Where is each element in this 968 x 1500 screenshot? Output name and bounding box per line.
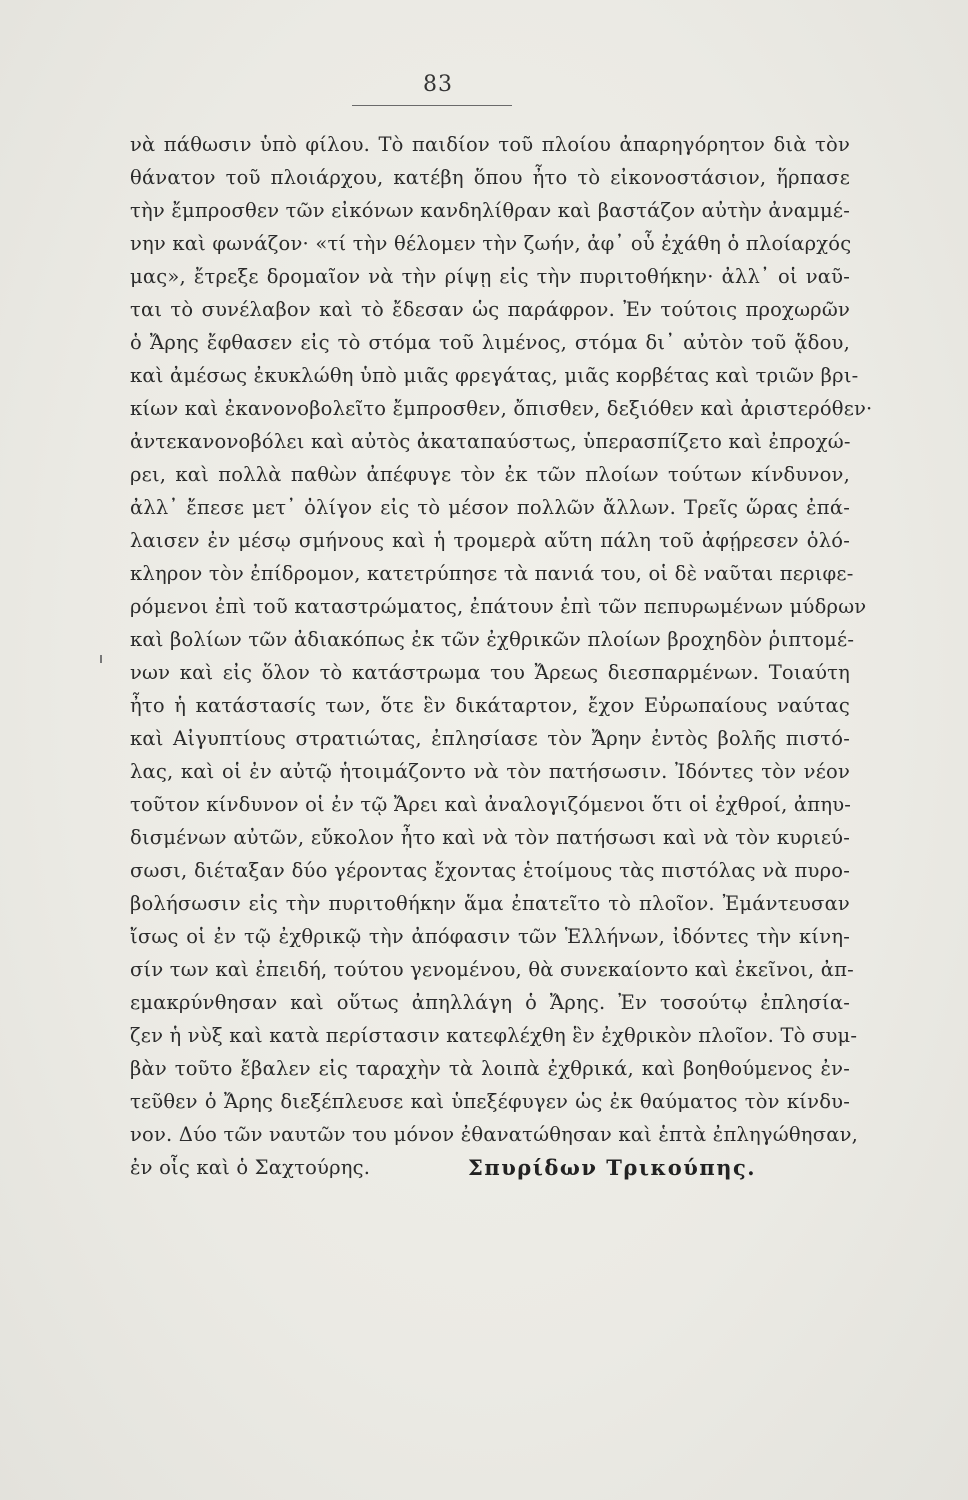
text-line: τὴν ἔμπροσθεν τῶν εἰκόνων κανδηλίθραν καὶ βαστάζον αὐτὴν ἀναμμέ- <box>130 199 851 222</box>
text-line: καὶ ἀμέσως ἐκυκλώθη ὑπὸ μιᾶς φρεγάτας, μιᾶς κορβέτας καὶ τριῶν βρι- <box>130 364 859 387</box>
text-line: λαισεν ἐν μέσῳ σμήνους καὶ ἡ τρομερὰ αὕτη πάλη τοῦ ἀφῄρεσεν ὁλό- <box>130 529 850 552</box>
page-number-rule <box>352 105 512 106</box>
text-line: ζεν ἡ νὺξ καὶ κατὰ περίστασιν κατεφλέχθη ἓν ἐχθρικὸν πλοῖον. Τὸ συμ- <box>130 1024 858 1047</box>
text-line: ἀντεκανονοβόλει καὶ αὐτὸς ἀκαταπαύστως, ὑπερασπίζετο καὶ ἐπροχώ- <box>130 430 851 453</box>
text-line: νων καὶ εἰς ὅλον τὸ κατάστρωμα του Ἄρεως διεσπαρμένων. Τοιαύτη <box>130 661 850 684</box>
text-line: μας», ἔτρεξε δρομαῖον νὰ τὴν ρίψῃ εἰς τὴν πυριτοθήκην· ἀλλ᾽ οἱ ναῦ- <box>130 265 850 288</box>
text-line: εμακρύνθησαν καὶ οὕτως ἀπηλλάγη ὁ Ἄρης. Ἐν τοσούτῳ ἐπλησία- <box>130 991 850 1014</box>
text-line: νον. Δύο τῶν ναυτῶν του μόνον ἐθανατώθησαν καὶ ἑπτὰ ἐπληγώθησαν, <box>130 1123 859 1146</box>
text-line: λας, καὶ οἱ ἐν αὐτῷ ἡτοιμάζοντο νὰ τὸν πατήσωσιν. Ἰδόντες τὸν νέον <box>130 760 850 783</box>
page-number: 83 <box>423 72 453 97</box>
text-line: ἦτο ἡ κατάστασίς των, ὅτε ἓν δικάταρτον, ἔχον Εὐρωπαίους ναύτας <box>130 694 850 717</box>
author-signature: Σπυρίδων Τρικούπης. <box>468 1155 757 1180</box>
text-line: βολήσωσιν εἰς τὴν πυριτοθήκην ἅμα ἐπατεῖτο τὸ πλοῖον. Ἐμάντευσαν <box>130 892 850 915</box>
text-line: τοῦτον κίνδυνον οἱ ἐν τῷ Ἄρει καὶ ἀναλογιζόμενοι ὅτι οἱ ἐχθροί, ἀπηυ- <box>130 793 852 816</box>
text-line: δισμένων αὐτῶν, εὔκολον ἦτο καὶ νὰ τὸν πατήσωσι καὶ νὰ τὸν κυριεύ- <box>130 826 850 849</box>
text-line: καὶ βολίων τῶν ἀδιακόπως ἐκ τῶν ἐχθρικῶν πλοίων βροχηδὸν ῥιπτομέ- <box>130 628 855 651</box>
text-line: σωσι, διέταξαν δύο γέροντας ἔχοντας ἑτοίμους τὰς πιστόλας νὰ πυρο- <box>130 859 850 882</box>
text-line: τεῦθεν ὁ Ἄρης διεξέπλευσε καὶ ὑπεξέφυγεν ὡς ἐκ θαύματος τὸν κίνδυ- <box>130 1090 850 1113</box>
text-line: κίων καὶ ἐκανονοβολεῖτο ἔμπροσθεν, ὄπισθεν, δεξιόθεν καὶ ἀριστερόθεν· <box>130 397 873 420</box>
text-line: ἀλλ᾽ ἔπεσε μετ᾽ ὀλίγον εἰς τὸ μέσον πολλῶν ἄλλων. Τρεῖς ὥρας ἐπά- <box>130 496 850 519</box>
text-line: θάνατον τοῦ πλοιάρχου, κατέβη ὅπου ἦτο τὸ εἰκονοστάσιον, ἥρπασε <box>130 166 850 189</box>
body-text <box>130 128 873 1184</box>
text-line: ται τὸ συνέλαβον καὶ τὸ ἔδεσαν ὡς παράφρον. Ἐν τούτοις προχωρῶν <box>130 298 850 321</box>
text-line: καὶ Αἰγυπτίους στρατιώτας, ἐπλησίασε τὸν Ἄρην ἐντὸς βολῆς πιστό- <box>130 727 850 750</box>
text-line: νὰ πάθωσιν ὑπὸ φίλου. Τὸ παιδίον τοῦ πλοίου ἀπαρηγόρητον διὰ τὸν <box>130 133 850 156</box>
text-line: ρόμενοι ἐπὶ τοῦ καταστρώματος, ἐπάτουν ἐπὶ τῶν πεπυρωμένων μύδρων <box>130 595 867 618</box>
text-line: ἐν οἷς καὶ ὁ Σαχτούρης. <box>130 1156 371 1179</box>
text-line: σίν των καὶ ἐπειδή, τούτου γενομένου, θὰ συνεκαίοντο καὶ ἐκεῖνοι, ἀπ- <box>130 958 854 981</box>
text-line: κληρον τὸν ἐπίδρομον, κατετρύπησε τὰ πανιά του, οἱ δὲ ναῦται περιφε- <box>130 562 854 585</box>
text-line: βὰν τοῦτο ἔβαλεν εἰς ταραχὴν τὰ λοιπὰ ἐχθρικά, καὶ βοηθούμενος ἐν- <box>130 1057 850 1080</box>
text-line: ἴσως οἱ ἐν τῷ ἐχθρικῷ τὴν ἀπόφασιν τῶν Ἑλλήνων, ἰδόντες τὴν κίνη- <box>130 925 850 948</box>
text-line: ρει, καὶ πολλὰ παθὼν ἀπέφυγε τὸν ἐκ τῶν πλοίων τούτων κίνδυνον, <box>130 463 850 486</box>
text-line: ὁ Ἄρης ἔφθασεν εἰς τὸ στόμα τοῦ λιμένος, στόμα δι᾽ αὐτὸν τοῦ ᾅδου, <box>130 331 850 354</box>
margin-mark <box>100 655 102 663</box>
text-line: νην καὶ φωνάζον· «τί τὴν θέλομεν τὴν ζωήν, ἀφ᾽ οὗ ἐχάθη ὁ πλοίαρχός <box>130 232 852 255</box>
